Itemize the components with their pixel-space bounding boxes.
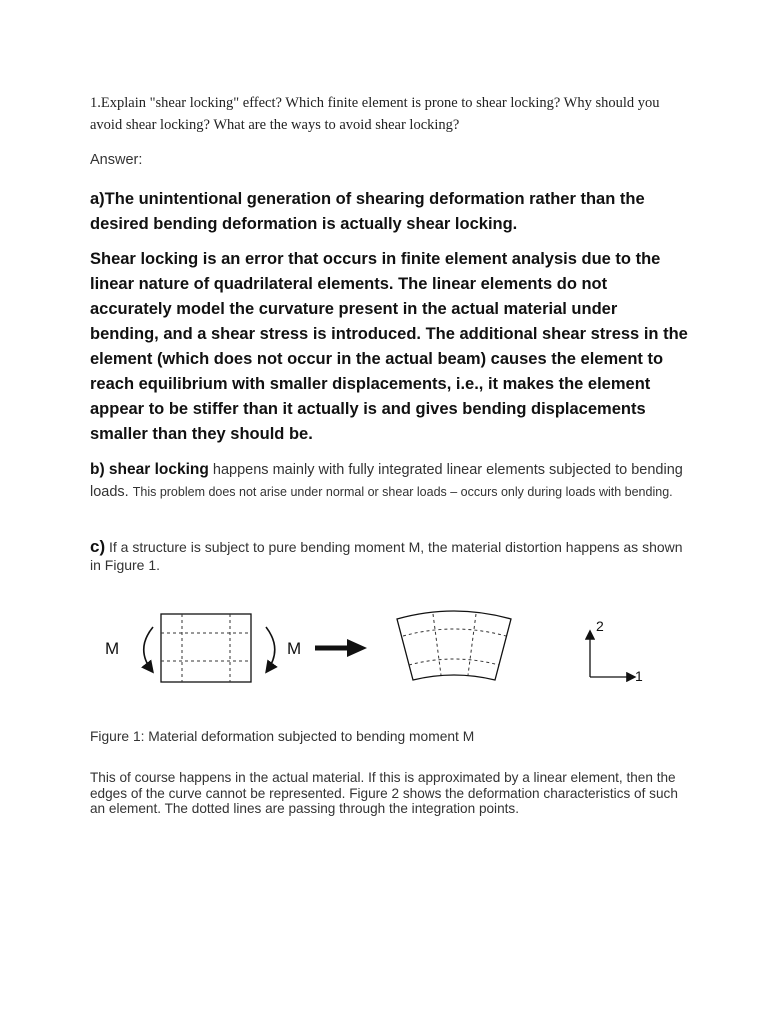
answer-part-c — [90, 538, 690, 574]
part-b-note: This problem does not arise under normal or shear loads – occurs only during loads with bending. — [132, 485, 673, 499]
figure-1-diagram — [95, 605, 655, 700]
part-c-text: If a structure is subject to pure bending moment M, the material distortion happens as shown in Figure 1. — [90, 539, 683, 573]
part-c-label: c) — [90, 537, 106, 556]
moment-label-right: M — [287, 639, 302, 658]
axes-icon — [590, 632, 634, 677]
answer-part-a: a)The unintentional generation of shearing deformation rather than the desired bending deformation is actually shear locking. — [90, 190, 645, 233]
answer-label: Answer: — [90, 152, 143, 168]
question-text: 1.Explain "shear locking" effect? Which finite element is prone to shear locking? Why should you avoid shear locking? What are the ways to avoid shear locking? — [90, 95, 660, 133]
axis-label-1: 1 — [635, 668, 643, 684]
moment-label-left: M — [105, 639, 120, 658]
transform-arrow — [315, 639, 367, 657]
part-b-text: happens mainly with fully integrated linear elements subjected to bending loads. — [90, 462, 683, 500]
axis-label-2: 2 — [596, 618, 604, 634]
answer-part-b — [90, 459, 690, 503]
figure-caption: Figure 1: Material deformation subjected to bending moment M — [90, 729, 475, 744]
closing-paragraph: This of course happens in the actual material. If this is approximated by a linear element, then the edges of the curve cannot be represented. Figure 2 shows the deformation characteristics of such an element. The dotted lines are passing through the integration points. — [90, 770, 678, 816]
shear-locking-explanation: Shear locking is an error that occurs in finite element analysis due to the linear nature of quadrilateral elements. The linear elements do not accurately model the curvature present in the actual material under bending, and a shear stress is introduced. The additional shear stress in the element (which does not occur in the actual beam) causes the element to reach equilibrium with smaller displacements, i.e., it makes the element appear to be stiffer than it actually is and gives bending displacements smaller than they should be. — [90, 250, 688, 443]
part-b-label: b) shear locking — [90, 461, 209, 478]
deformed-element — [397, 611, 511, 680]
moment-arrow-right — [266, 627, 275, 671]
moment-arrow-left — [144, 627, 153, 671]
undeformed-element — [161, 614, 251, 682]
